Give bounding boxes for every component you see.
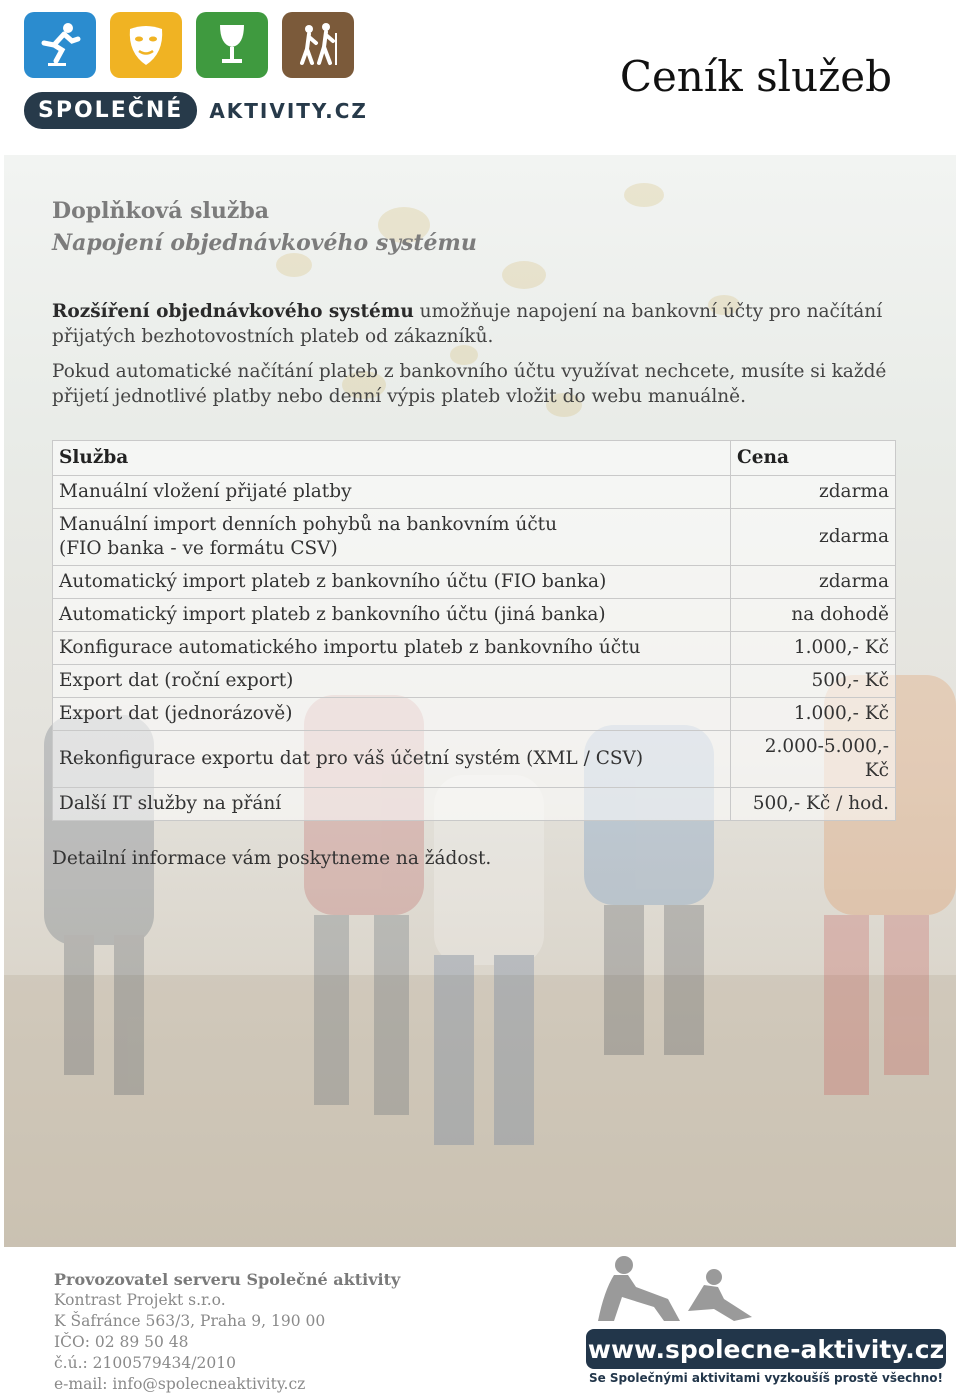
mask-icon — [110, 12, 182, 78]
skater-icon — [24, 12, 96, 78]
table-row — [53, 698, 896, 731]
service-cell — [53, 509, 731, 566]
table-row — [53, 509, 896, 566]
service-cell: Automatický import plateb z bankovního účtu (FIO banka) — [53, 566, 731, 599]
service-cell: Automatický import plateb z bankovního účtu (jiná banka) — [53, 599, 731, 632]
service-cell: Konfigurace automatického importu plateb z bankovního účtu — [53, 632, 731, 665]
service-cell: Manuální vložení přijaté platby — [53, 476, 731, 509]
bank-account: č.ú.: 2100579434/2010 — [54, 1354, 236, 1372]
company-address: K Šafránce 563/3, Praha 9, 190 00 — [54, 1312, 326, 1330]
column-header-service: Služba — [53, 441, 731, 476]
price-cell: zdarma — [731, 476, 896, 509]
section-subtitle: Napojení objednávkového systému — [52, 230, 477, 256]
page-header — [0, 0, 960, 155]
table-row — [53, 599, 896, 632]
contact-email[interactable]: e-mail: info@spolecneaktivity.cz — [54, 1375, 306, 1393]
logo-wordmark — [24, 92, 368, 129]
footer-brand — [584, 1251, 950, 1393]
column-header-price: Cena — [731, 441, 896, 476]
price-cell: 500,- Kč / hod. — [731, 788, 896, 821]
table-row — [53, 665, 896, 698]
price-cell: zdarma — [731, 566, 896, 599]
intro-bold: Rozšíření objednávkového systému — [52, 301, 414, 322]
site-logo[interactable] — [24, 12, 368, 132]
detail-note: Detailní informace vám poskytneme na žádost. — [52, 848, 492, 869]
logo-text: SPOLEČNÉ — [24, 92, 197, 129]
service-line-2: (FIO banka - ve formátu CSV) — [59, 538, 338, 559]
service-cell: Export dat (jednorázově) — [53, 698, 731, 731]
wine-glass-icon — [196, 12, 268, 78]
resting-people-icon — [584, 1251, 950, 1331]
intro-paragraph — [52, 299, 902, 349]
service-cell: Rekonfigurace exportu dat pro váš účetní systém (XML / CSV) — [53, 731, 731, 788]
table-row — [53, 632, 896, 665]
price-cell: na dohodě — [731, 599, 896, 632]
operator-info — [54, 1269, 400, 1395]
site-url-badge[interactable]: www.spolecne-aktivity.cz — [586, 1329, 946, 1369]
manual-paragraph: Pokud automatické načítání plateb z bankovního účtu využívat nechcete, musíte si každé přijetí jednotlivé platby nebo denní výpis plateb vložit do webu manuálně. — [52, 361, 887, 407]
price-cell: 1.000,- Kč — [731, 632, 896, 665]
table-row — [53, 476, 896, 509]
company-ico: IČO: 02 89 50 48 — [54, 1333, 189, 1351]
site-tagline: Se Společnými aktivitami vyzkoušíš prostě všechno! — [588, 1371, 944, 1385]
section-title: Doplňková služba — [52, 198, 269, 224]
page-footer — [0, 1247, 960, 1396]
page-title: Ceník služeb — [619, 52, 892, 101]
intro-rest: umožňuje napojení na bankovní účty pro načítání přijatých bezhotovostních plateb od zákazníků. — [52, 301, 883, 347]
price-cell: 1.000,- Kč — [731, 698, 896, 731]
table-row — [53, 566, 896, 599]
hikers-icon — [282, 12, 354, 78]
company-name: Kontrast Projekt s.r.o. — [54, 1291, 226, 1309]
logo-icons — [24, 12, 364, 78]
table-row — [53, 731, 896, 788]
service-cell: Další IT služby na přání — [53, 788, 731, 821]
price-cell: zdarma — [731, 509, 896, 566]
price-cell: 2.000-5.000,- Kč — [731, 731, 896, 788]
operator-heading: Provozovatel serveru Společné aktivity — [54, 1270, 401, 1289]
content-panel — [4, 155, 956, 1247]
table-header-row — [53, 441, 896, 476]
section — [52, 195, 902, 409]
service-line-1: Manuální import denních pohybů na bankovním účtu — [59, 514, 558, 535]
logo-domain: AKTIVITY.CZ — [209, 98, 368, 123]
price-cell: 500,- Kč — [731, 665, 896, 698]
price-table — [52, 440, 896, 821]
table-row — [53, 788, 896, 821]
service-cell: Export dat (roční export) — [53, 665, 731, 698]
